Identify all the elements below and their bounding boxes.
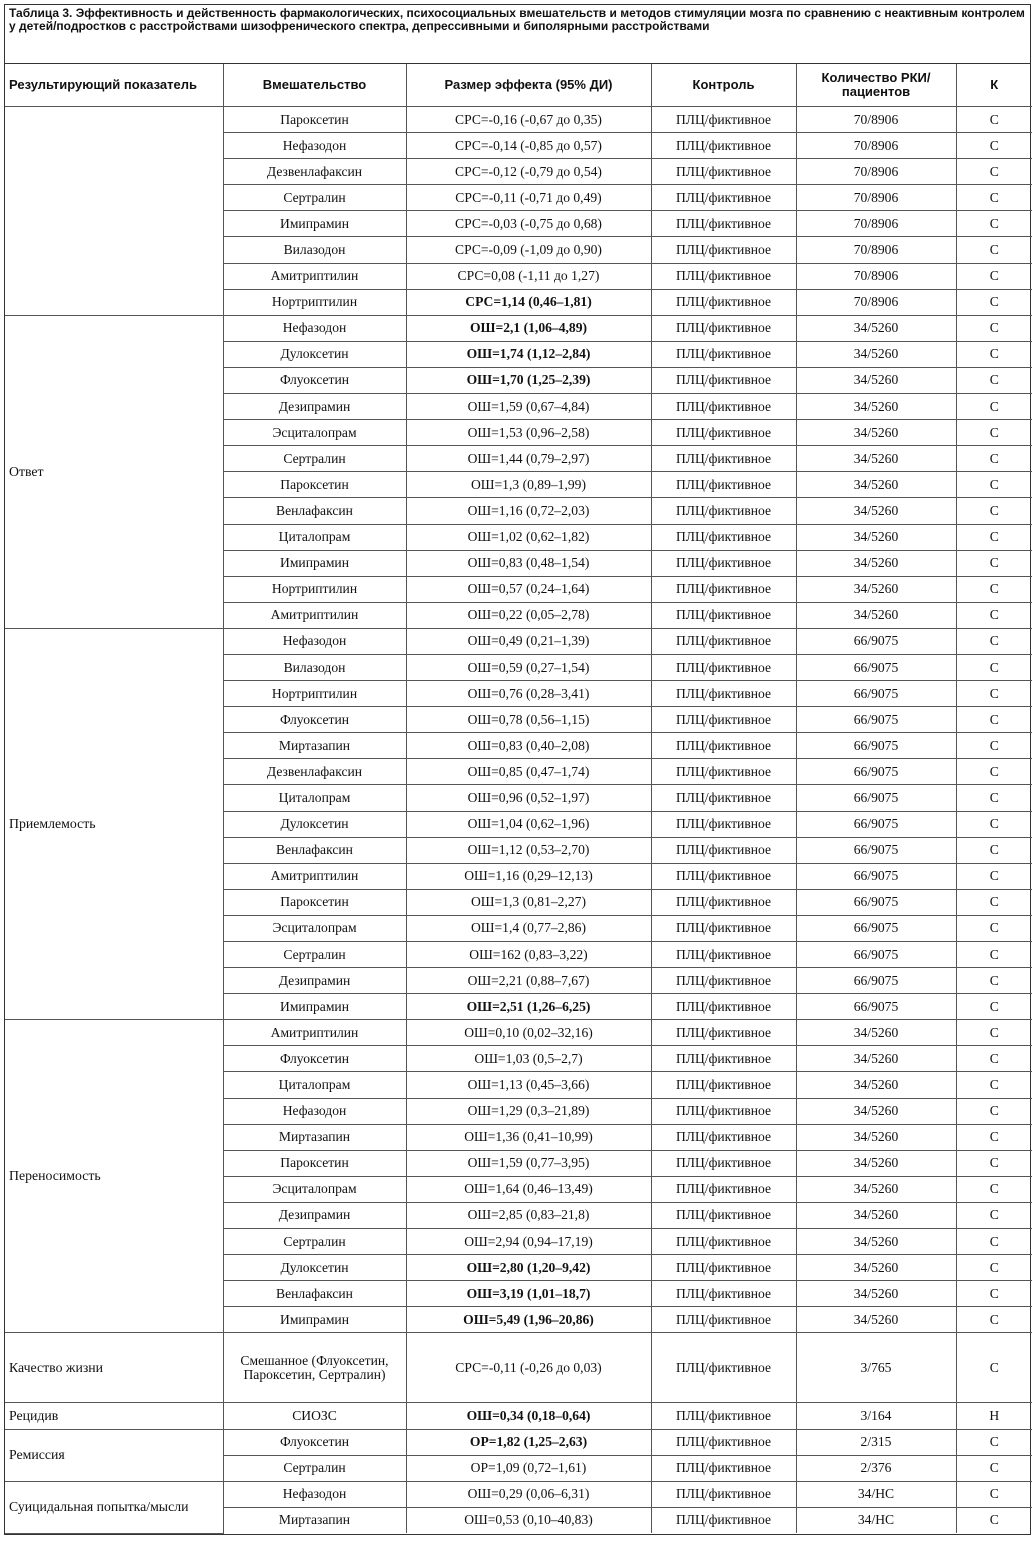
- rct-count-cell: 34/5260: [796, 1020, 956, 1046]
- intervention-cell: Амитриптилин: [223, 863, 406, 889]
- k-cell: С: [956, 315, 1032, 341]
- control-cell: ПЛЦ/фиктивное: [651, 1481, 796, 1507]
- rct-count-cell: 34/5260: [796, 1046, 956, 1072]
- k-cell: С: [956, 707, 1032, 733]
- k-cell: С: [956, 681, 1032, 707]
- header-rct-count: Количество РКИ/пациентов: [796, 64, 956, 107]
- k-cell: С: [956, 1429, 1032, 1455]
- table-row: [5, 1020, 1032, 1046]
- k-cell: С: [956, 602, 1032, 628]
- intervention-cell: Сертралин: [223, 942, 406, 968]
- outcome-cell: Суицидальная попытка/мысли: [5, 1481, 223, 1533]
- k-cell: С: [956, 759, 1032, 785]
- k-cell: С: [956, 1202, 1032, 1228]
- k-cell: С: [956, 785, 1032, 811]
- outcome-cell: Переносимость: [5, 1020, 223, 1333]
- rct-count-cell: 34/5260: [796, 1281, 956, 1307]
- k-cell: С: [956, 133, 1032, 159]
- effect-size-cell: ОШ=0,96 (0,52–1,97): [406, 785, 651, 811]
- k-cell: С: [956, 889, 1032, 915]
- control-cell: ПЛЦ/фиктивное: [651, 915, 796, 941]
- control-cell: ПЛЦ/фиктивное: [651, 654, 796, 680]
- table-row: [5, 107, 1032, 133]
- intervention-cell: Пароксетин: [223, 472, 406, 498]
- rct-count-cell: 34/5260: [796, 1150, 956, 1176]
- control-cell: ПЛЦ/фиктивное: [651, 994, 796, 1020]
- control-cell: ПЛЦ/фиктивное: [651, 107, 796, 133]
- rct-count-cell: 66/9075: [796, 654, 956, 680]
- k-cell: С: [956, 367, 1032, 393]
- effect-size-cell: ОШ=2,21 (0,88–7,67): [406, 968, 651, 994]
- control-cell: ПЛЦ/фиктивное: [651, 394, 796, 420]
- intervention-cell: Вилазодон: [223, 237, 406, 263]
- k-cell: С: [956, 1229, 1032, 1255]
- intervention-cell: Флуоксетин: [223, 367, 406, 393]
- effect-size-cell: СРС=-0,09 (-1,09 до 0,90): [406, 237, 651, 263]
- effect-size-cell: ОШ=0,49 (0,21–1,39): [406, 628, 651, 654]
- effect-size-cell: ОШ=0,78 (0,56–1,15): [406, 707, 651, 733]
- intervention-cell: Нортриптилин: [223, 681, 406, 707]
- rct-count-cell: 34/5260: [796, 1229, 956, 1255]
- effect-size-cell: ОШ=1,3 (0,89–1,99): [406, 472, 651, 498]
- rct-count-cell: 34/НС: [796, 1507, 956, 1533]
- effect-size-cell: ОШ=3,19 (1,01–18,7): [406, 1281, 651, 1307]
- k-cell: С: [956, 1507, 1032, 1533]
- effect-size-cell: ОШ=1,03 (0,5–2,7): [406, 1046, 651, 1072]
- control-cell: ПЛЦ/фиктивное: [651, 1333, 796, 1403]
- intervention-cell: Дулоксетин: [223, 1255, 406, 1281]
- control-cell: ПЛЦ/фиктивное: [651, 211, 796, 237]
- intervention-cell: Нефазодон: [223, 315, 406, 341]
- control-cell: ПЛЦ/фиктивное: [651, 602, 796, 628]
- rct-count-cell: 34/5260: [796, 420, 956, 446]
- table-row: [5, 1429, 1032, 1455]
- control-cell: ПЛЦ/фиктивное: [651, 1072, 796, 1098]
- control-cell: ПЛЦ/фиктивное: [651, 498, 796, 524]
- k-cell: С: [956, 185, 1032, 211]
- control-cell: ПЛЦ/фиктивное: [651, 681, 796, 707]
- effect-size-cell: ОШ=2,94 (0,94–17,19): [406, 1229, 651, 1255]
- intervention-cell: Венлафаксин: [223, 837, 406, 863]
- k-cell: С: [956, 811, 1032, 837]
- control-cell: ПЛЦ/фиктивное: [651, 707, 796, 733]
- k-cell: С: [956, 1307, 1032, 1333]
- rct-count-cell: 66/9075: [796, 942, 956, 968]
- control-cell: ПЛЦ/фиктивное: [651, 759, 796, 785]
- rct-count-cell: 66/9075: [796, 759, 956, 785]
- control-cell: ПЛЦ/фиктивное: [651, 1020, 796, 1046]
- intervention-cell: Имипрамин: [223, 211, 406, 237]
- k-cell: С: [956, 942, 1032, 968]
- k-cell: С: [956, 654, 1032, 680]
- intervention-cell: Эсциталопрам: [223, 915, 406, 941]
- effect-size-cell: ОШ=1,4 (0,77–2,86): [406, 915, 651, 941]
- k-cell: С: [956, 263, 1032, 289]
- control-cell: ПЛЦ/фиктивное: [651, 942, 796, 968]
- table-row: [5, 1333, 1032, 1403]
- effect-size-cell: ОШ=0,59 (0,27–1,54): [406, 654, 651, 680]
- effect-size-cell: ОШ=0,83 (0,48–1,54): [406, 550, 651, 576]
- effect-size-cell: ОШ=2,85 (0,83–21,8): [406, 1202, 651, 1228]
- effect-size-cell: СРС=-0,03 (-0,75 до 0,68): [406, 211, 651, 237]
- intervention-cell: Имипрамин: [223, 550, 406, 576]
- intervention-cell: Миртазапин: [223, 733, 406, 759]
- k-cell: С: [956, 420, 1032, 446]
- effect-size-cell: ОШ=162 (0,83–3,22): [406, 942, 651, 968]
- k-cell: С: [956, 1333, 1032, 1403]
- intervention-cell: Нефазодон: [223, 628, 406, 654]
- effect-size-cell: ОШ=1,04 (0,62–1,96): [406, 811, 651, 837]
- outcome-cell: [5, 107, 223, 316]
- intervention-cell: Имипрамин: [223, 1307, 406, 1333]
- k-cell: С: [956, 472, 1032, 498]
- control-cell: ПЛЦ/фиктивное: [651, 968, 796, 994]
- intervention-cell: Венлафаксин: [223, 1281, 406, 1307]
- effect-size-cell: ОШ=1,29 (0,3–21,89): [406, 1098, 651, 1124]
- rct-count-cell: 2/315: [796, 1429, 956, 1455]
- results-table-sheet: [4, 4, 1031, 1535]
- k-cell: С: [956, 1124, 1032, 1150]
- header-k: К: [956, 64, 1032, 107]
- k-cell: С: [956, 1020, 1032, 1046]
- rct-count-cell: 34/НС: [796, 1481, 956, 1507]
- effect-size-cell: ОШ=0,34 (0,18–0,64): [406, 1403, 651, 1429]
- control-cell: ПЛЦ/фиктивное: [651, 628, 796, 654]
- effect-size-cell: ОШ=1,44 (0,79–2,97): [406, 446, 651, 472]
- header-control: Контроль: [651, 64, 796, 107]
- rct-count-cell: 66/9075: [796, 863, 956, 889]
- k-cell: С: [956, 341, 1032, 367]
- effect-size-cell: ОШ=1,02 (0,62–1,82): [406, 524, 651, 550]
- control-cell: ПЛЦ/фиктивное: [651, 1046, 796, 1072]
- k-cell: С: [956, 394, 1032, 420]
- k-cell: С: [956, 211, 1032, 237]
- k-cell: С: [956, 628, 1032, 654]
- intervention-cell: Нортриптилин: [223, 576, 406, 602]
- rct-count-cell: 70/8906: [796, 185, 956, 211]
- table-row: [5, 1481, 1032, 1507]
- k-cell: С: [956, 837, 1032, 863]
- k-cell: С: [956, 1176, 1032, 1202]
- effect-size-cell: ОШ=0,83 (0,40–2,08): [406, 733, 651, 759]
- intervention-cell: Флуоксетин: [223, 1429, 406, 1455]
- control-cell: ПЛЦ/фиктивное: [651, 1455, 796, 1481]
- control-cell: ПЛЦ/фиктивное: [651, 576, 796, 602]
- intervention-cell: Дулоксетин: [223, 341, 406, 367]
- control-cell: ПЛЦ/фиктивное: [651, 837, 796, 863]
- rct-count-cell: 70/8906: [796, 159, 956, 185]
- control-cell: ПЛЦ/фиктивное: [651, 1150, 796, 1176]
- intervention-cell: Дезипрамин: [223, 1202, 406, 1228]
- table-row: [5, 628, 1032, 654]
- rct-count-cell: 34/5260: [796, 446, 956, 472]
- rct-count-cell: 34/5260: [796, 472, 956, 498]
- k-cell: С: [956, 1281, 1032, 1307]
- k-cell: С: [956, 550, 1032, 576]
- table-body: [5, 107, 1032, 1534]
- control-cell: ПЛЦ/фиктивное: [651, 1098, 796, 1124]
- effect-size-cell: СРС=-0,14 (-0,85 до 0,57): [406, 133, 651, 159]
- effect-size-cell: ОШ=0,76 (0,28–3,41): [406, 681, 651, 707]
- effect-size-cell: ОШ=1,13 (0,45–3,66): [406, 1072, 651, 1098]
- outcome-cell: Качество жизни: [5, 1333, 223, 1403]
- effect-size-cell: ОШ=0,85 (0,47–1,74): [406, 759, 651, 785]
- k-cell: С: [956, 289, 1032, 315]
- rct-count-cell: 70/8906: [796, 263, 956, 289]
- rct-count-cell: 66/9075: [796, 889, 956, 915]
- rct-count-cell: 34/5260: [796, 367, 956, 393]
- effect-size-cell: ОШ=1,12 (0,53–2,70): [406, 837, 651, 863]
- effect-size-cell: ОШ=0,53 (0,10–40,83): [406, 1507, 651, 1533]
- effect-size-cell: СРС=-0,11 (-0,26 до 0,03): [406, 1333, 651, 1403]
- control-cell: ПЛЦ/фиктивное: [651, 289, 796, 315]
- intervention-cell: Пароксетин: [223, 107, 406, 133]
- intervention-cell: Дезвенлафаксин: [223, 159, 406, 185]
- intervention-cell: Нефазодон: [223, 133, 406, 159]
- control-cell: ПЛЦ/фиктивное: [651, 237, 796, 263]
- k-cell: С: [956, 1455, 1032, 1481]
- control-cell: ПЛЦ/фиктивное: [651, 1281, 796, 1307]
- intervention-cell: Сертралин: [223, 1455, 406, 1481]
- intervention-cell: Дезипрамин: [223, 968, 406, 994]
- k-cell: С: [956, 107, 1032, 133]
- effect-size-cell: СРС=1,14 (0,46–1,81): [406, 289, 651, 315]
- effect-size-cell: ОШ=1,16 (0,72–2,03): [406, 498, 651, 524]
- rct-count-cell: 34/5260: [796, 394, 956, 420]
- k-cell: С: [956, 1255, 1032, 1281]
- intervention-cell: Смешанное (Флуоксетин, Пароксетин, Сертралин): [223, 1333, 406, 1403]
- rct-count-cell: 66/9075: [796, 707, 956, 733]
- rct-count-cell: 34/5260: [796, 1307, 956, 1333]
- control-cell: ПЛЦ/фиктивное: [651, 1307, 796, 1333]
- intervention-cell: Циталопрам: [223, 1072, 406, 1098]
- rct-count-cell: 34/5260: [796, 1098, 956, 1124]
- effect-size-cell: ОШ=1,3 (0,81–2,27): [406, 889, 651, 915]
- intervention-cell: Дулоксетин: [223, 811, 406, 837]
- control-cell: ПЛЦ/фиктивное: [651, 1202, 796, 1228]
- effect-size-cell: ОШ=1,36 (0,41–10,99): [406, 1124, 651, 1150]
- control-cell: ПЛЦ/фиктивное: [651, 1229, 796, 1255]
- effect-size-cell: ОР=1,82 (1,25–2,63): [406, 1429, 651, 1455]
- control-cell: ПЛЦ/фиктивное: [651, 550, 796, 576]
- control-cell: ПЛЦ/фиктивное: [651, 341, 796, 367]
- control-cell: ПЛЦ/фиктивное: [651, 133, 796, 159]
- header-intervention: Вмешательство: [223, 64, 406, 107]
- rct-count-cell: 66/9075: [796, 811, 956, 837]
- control-cell: ПЛЦ/фиктивное: [651, 1124, 796, 1150]
- effect-size-cell: ОШ=1,59 (0,67–4,84): [406, 394, 651, 420]
- effect-size-cell: ОШ=2,1 (1,06–4,89): [406, 315, 651, 341]
- k-cell: С: [956, 159, 1032, 185]
- control-cell: ПЛЦ/фиктивное: [651, 1176, 796, 1202]
- effect-size-cell: ОШ=1,64 (0,46–13,49): [406, 1176, 651, 1202]
- header-outcome: Результирующий показатель: [5, 64, 223, 107]
- intervention-cell: Флуоксетин: [223, 1046, 406, 1072]
- effect-size-cell: ОШ=0,22 (0,05–2,78): [406, 602, 651, 628]
- k-cell: С: [956, 968, 1032, 994]
- k-cell: С: [956, 1098, 1032, 1124]
- rct-count-cell: 66/9075: [796, 785, 956, 811]
- rct-count-cell: 2/376: [796, 1455, 956, 1481]
- rct-count-cell: 3/164: [796, 1403, 956, 1429]
- intervention-cell: Пароксетин: [223, 1150, 406, 1176]
- rct-count-cell: 70/8906: [796, 289, 956, 315]
- control-cell: ПЛЦ/фиктивное: [651, 446, 796, 472]
- intervention-cell: Сертралин: [223, 185, 406, 211]
- rct-count-cell: 66/9075: [796, 837, 956, 863]
- control-cell: ПЛЦ/фиктивное: [651, 159, 796, 185]
- rct-count-cell: 34/5260: [796, 1072, 956, 1098]
- outcome-cell: Ремиссия: [5, 1429, 223, 1481]
- rct-count-cell: 66/9075: [796, 915, 956, 941]
- k-cell: С: [956, 1150, 1032, 1176]
- control-cell: ПЛЦ/фиктивное: [651, 472, 796, 498]
- rct-count-cell: 34/5260: [796, 1124, 956, 1150]
- header-effect-size: Размер эффекта (95% ДИ): [406, 64, 651, 107]
- intervention-cell: Дезипрамин: [223, 394, 406, 420]
- rct-count-cell: 66/9075: [796, 733, 956, 759]
- effect-size-cell: ОШ=0,10 (0,02–32,16): [406, 1020, 651, 1046]
- effect-size-cell: ОШ=1,53 (0,96–2,58): [406, 420, 651, 446]
- intervention-cell: Миртазапин: [223, 1124, 406, 1150]
- intervention-cell: Миртазапин: [223, 1507, 406, 1533]
- intervention-cell: Амитриптилин: [223, 1020, 406, 1046]
- rct-count-cell: 66/9075: [796, 681, 956, 707]
- control-cell: ПЛЦ/фиктивное: [651, 263, 796, 289]
- outcome-cell: Ответ: [5, 315, 223, 628]
- control-cell: ПЛЦ/фиктивное: [651, 1255, 796, 1281]
- intervention-cell: Эсциталопрам: [223, 420, 406, 446]
- k-cell: С: [956, 733, 1032, 759]
- rct-count-cell: 34/5260: [796, 1202, 956, 1228]
- control-cell: ПЛЦ/фиктивное: [651, 1403, 796, 1429]
- intervention-cell: Пароксетин: [223, 889, 406, 915]
- effect-size-cell: ОШ=2,80 (1,20–9,42): [406, 1255, 651, 1281]
- control-cell: ПЛЦ/фиктивное: [651, 1429, 796, 1455]
- rct-count-cell: 34/5260: [796, 576, 956, 602]
- rct-count-cell: 70/8906: [796, 133, 956, 159]
- intervention-cell: Сертралин: [223, 1229, 406, 1255]
- outcome-cell: Приемлемость: [5, 628, 223, 1019]
- rct-count-cell: 34/5260: [796, 315, 956, 341]
- rct-count-cell: 34/5260: [796, 550, 956, 576]
- intervention-cell: Вилазодон: [223, 654, 406, 680]
- control-cell: ПЛЦ/фиктивное: [651, 420, 796, 446]
- k-cell: С: [956, 498, 1032, 524]
- table-row: [5, 315, 1032, 341]
- effect-size-cell: СРС=0,08 (-1,11 до 1,27): [406, 263, 651, 289]
- k-cell: С: [956, 1481, 1032, 1507]
- effect-size-cell: ОШ=1,16 (0,29–12,13): [406, 863, 651, 889]
- rct-count-cell: 34/5260: [796, 602, 956, 628]
- rct-count-cell: 34/5260: [796, 341, 956, 367]
- k-cell: С: [956, 915, 1032, 941]
- control-cell: ПЛЦ/фиктивное: [651, 733, 796, 759]
- rct-count-cell: 34/5260: [796, 524, 956, 550]
- results-table: [5, 64, 1032, 1534]
- intervention-cell: СИОЗС: [223, 1403, 406, 1429]
- control-cell: ПЛЦ/фиктивное: [651, 811, 796, 837]
- intervention-cell: Нефазодон: [223, 1481, 406, 1507]
- effect-size-cell: ОШ=5,49 (1,96–20,86): [406, 1307, 651, 1333]
- effect-size-cell: ОШ=0,57 (0,24–1,64): [406, 576, 651, 602]
- rct-count-cell: 66/9075: [796, 968, 956, 994]
- intervention-cell: Нортриптилин: [223, 289, 406, 315]
- k-cell: С: [956, 576, 1032, 602]
- control-cell: ПЛЦ/фиктивное: [651, 315, 796, 341]
- effect-size-cell: СРС=-0,11 (-0,71 до 0,49): [406, 185, 651, 211]
- control-cell: ПЛЦ/фиктивное: [651, 367, 796, 393]
- intervention-cell: Дезвенлафаксин: [223, 759, 406, 785]
- rct-count-cell: 34/5260: [796, 498, 956, 524]
- k-cell: С: [956, 237, 1032, 263]
- intervention-cell: Циталопрам: [223, 524, 406, 550]
- k-cell: С: [956, 1046, 1032, 1072]
- rct-count-cell: 66/9075: [796, 628, 956, 654]
- rct-count-cell: 70/8906: [796, 107, 956, 133]
- k-cell: С: [956, 446, 1032, 472]
- intervention-cell: Флуоксетин: [223, 707, 406, 733]
- control-cell: ПЛЦ/фиктивное: [651, 1507, 796, 1533]
- k-cell: С: [956, 863, 1032, 889]
- intervention-cell: Амитриптилин: [223, 602, 406, 628]
- control-cell: ПЛЦ/фиктивное: [651, 185, 796, 211]
- intervention-cell: Циталопрам: [223, 785, 406, 811]
- intervention-cell: Имипрамин: [223, 994, 406, 1020]
- k-cell: Н: [956, 1403, 1032, 1429]
- control-cell: ПЛЦ/фиктивное: [651, 785, 796, 811]
- effect-size-cell: ОШ=1,59 (0,77–3,95): [406, 1150, 651, 1176]
- control-cell: ПЛЦ/фиктивное: [651, 863, 796, 889]
- effect-size-cell: ОШ=1,74 (1,12–2,84): [406, 341, 651, 367]
- rct-count-cell: 34/5260: [796, 1176, 956, 1202]
- rct-count-cell: 70/8906: [796, 211, 956, 237]
- intervention-cell: Нефазодон: [223, 1098, 406, 1124]
- outcome-cell: Рецидив: [5, 1403, 223, 1429]
- table-row: [5, 1403, 1032, 1429]
- intervention-cell: Венлафаксин: [223, 498, 406, 524]
- header-row: [5, 64, 1032, 107]
- rct-count-cell: 3/765: [796, 1333, 956, 1403]
- k-cell: С: [956, 524, 1032, 550]
- effect-size-cell: ОШ=2,51 (1,26–6,25): [406, 994, 651, 1020]
- rct-count-cell: 70/8906: [796, 237, 956, 263]
- effect-size-cell: ОШ=1,70 (1,25–2,39): [406, 367, 651, 393]
- intervention-cell: Сертралин: [223, 446, 406, 472]
- effect-size-cell: ОР=1,09 (0,72–1,61): [406, 1455, 651, 1481]
- effect-size-cell: СРС=-0,16 (-0,67 до 0,35): [406, 107, 651, 133]
- table-title: Таблица 3. Эффективность и действенность фармакологических, психосоциальных вмешательств и методов стимуляции мозга по сравнению с неактивным контролем у детей/подростков с расстройствами шизофренического спектра, депрессивными и биполярными расстройствами: [5, 5, 1030, 64]
- control-cell: ПЛЦ/фиктивное: [651, 524, 796, 550]
- rct-count-cell: 66/9075: [796, 994, 956, 1020]
- intervention-cell: Эсциталопрам: [223, 1176, 406, 1202]
- rct-count-cell: 34/5260: [796, 1255, 956, 1281]
- intervention-cell: Амитриптилин: [223, 263, 406, 289]
- effect-size-cell: СРС=-0,12 (-0,79 до 0,54): [406, 159, 651, 185]
- control-cell: ПЛЦ/фиктивное: [651, 889, 796, 915]
- effect-size-cell: ОШ=0,29 (0,06–6,31): [406, 1481, 651, 1507]
- k-cell: С: [956, 1072, 1032, 1098]
- k-cell: С: [956, 994, 1032, 1020]
